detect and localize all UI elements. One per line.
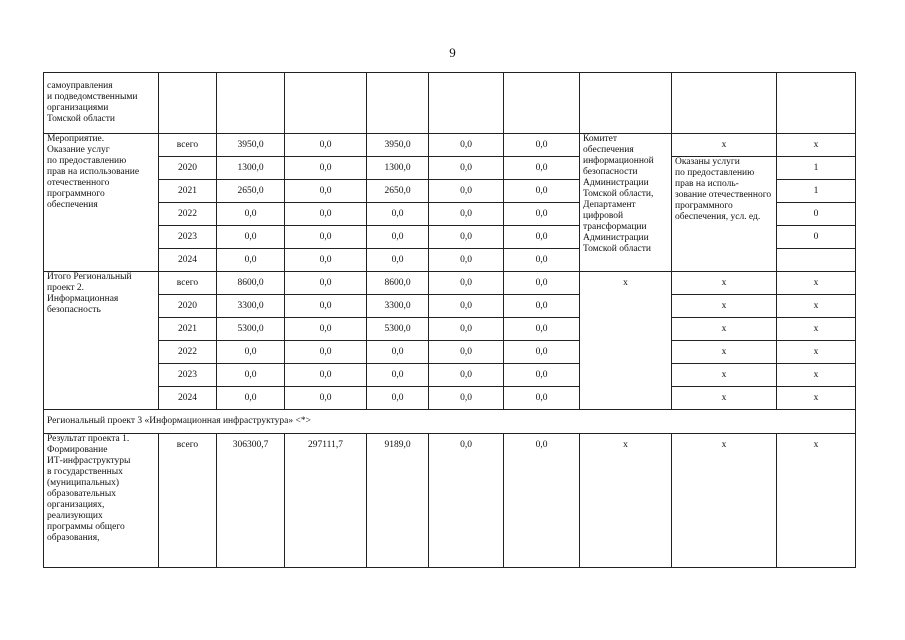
- other-cell: 0,0: [504, 387, 580, 410]
- regional-cell: 3300,0: [367, 295, 429, 318]
- other-cell: 0,0: [504, 272, 580, 295]
- total-cell: 8600,0: [217, 272, 285, 295]
- other-cell: 0,0: [504, 203, 580, 226]
- plan-cell: х: [777, 341, 856, 364]
- plan-cell: х: [777, 295, 856, 318]
- other-cell: 0,0: [504, 249, 580, 272]
- federal-cell: 0,0: [285, 272, 367, 295]
- federal-cell: 0,0: [285, 180, 367, 203]
- regional-cell: 0,0: [367, 341, 429, 364]
- municipal-cell: 0,0: [429, 318, 504, 341]
- regional-cell: 1300,0: [367, 157, 429, 180]
- section-title-row: [44, 410, 856, 434]
- municipal-cell: 0,0: [429, 364, 504, 387]
- indicator-cell: х: [672, 295, 777, 318]
- plan-cell: 1: [777, 157, 856, 180]
- total-cell: 5300,0: [217, 318, 285, 341]
- indicator-cell: х: [672, 341, 777, 364]
- indicator-cell: х: [672, 272, 777, 295]
- regional-cell: 0,0: [367, 387, 429, 410]
- year-cell: 2023: [159, 226, 217, 249]
- total-cell: 0,0: [217, 341, 285, 364]
- plan-cell: х: [777, 387, 856, 410]
- year-cell: 2020: [159, 157, 217, 180]
- activity-label: Мероприятие. Оказание услуг по предоставлению прав на использование отечественного программного обеспечения: [44, 134, 159, 272]
- municipal-cell: 0,0: [429, 157, 504, 180]
- regional-cell: 0,0: [367, 226, 429, 249]
- responsible-cell: х: [580, 272, 672, 410]
- responsible-cell: х: [580, 434, 672, 568]
- indicator-top-cell: х: [672, 134, 777, 157]
- regional-cell: 5300,0: [367, 318, 429, 341]
- municipal-cell: 0,0: [429, 387, 504, 410]
- total-cell: 0,0: [217, 249, 285, 272]
- municipal-cell: 0,0: [429, 295, 504, 318]
- municipal-cell: 0,0: [429, 434, 504, 568]
- budget-table: [43, 72, 856, 568]
- indicator-cell: Оказаны услуги по предоставлению прав на исполь- зование отечественного программного обеспечения, усл. ед.: [672, 157, 777, 272]
- federal-cell: 0,0: [285, 157, 367, 180]
- federal-cell: 0,0: [285, 364, 367, 387]
- table-row: [44, 318, 856, 341]
- other-cell: 0,0: [504, 295, 580, 318]
- year-cell: 2024: [159, 249, 217, 272]
- total-cell: 0,0: [217, 364, 285, 387]
- plan-cell: х: [777, 272, 856, 295]
- total-cell: 0,0: [217, 203, 285, 226]
- regional-cell: 0,0: [367, 249, 429, 272]
- municipal-cell: 0,0: [429, 203, 504, 226]
- total-cell: 3300,0: [217, 295, 285, 318]
- indicator-cell: х: [672, 387, 777, 410]
- year-cell: 2022: [159, 203, 217, 226]
- municipal-cell: 0,0: [429, 226, 504, 249]
- plan-cell: х: [777, 134, 856, 157]
- other-cell: 0,0: [504, 180, 580, 203]
- year-cell: 2022: [159, 341, 217, 364]
- table-row: [44, 295, 856, 318]
- indicator-cell: х: [672, 318, 777, 341]
- table-row: [44, 134, 856, 157]
- year-cell: 2024: [159, 387, 217, 410]
- year-cell: 2020: [159, 295, 217, 318]
- regional-cell: 2650,0: [367, 180, 429, 203]
- section-title: Региональный проект 3 «Информационная инфраструктура» <*>: [44, 410, 856, 434]
- plan-cell: 0: [777, 203, 856, 226]
- other-cell: 0,0: [504, 226, 580, 249]
- other-cell: 0,0: [504, 157, 580, 180]
- table-row: [44, 272, 856, 295]
- municipal-cell: 0,0: [429, 272, 504, 295]
- total-cell: 2650,0: [217, 180, 285, 203]
- year-cell: всего: [159, 272, 217, 295]
- municipal-cell: 0,0: [429, 249, 504, 272]
- plan-cell: х: [777, 364, 856, 387]
- total-cell: 0,0: [217, 226, 285, 249]
- regional-cell: 0,0: [367, 364, 429, 387]
- year-cell: 2021: [159, 180, 217, 203]
- continuation-row: [44, 73, 856, 134]
- responsible-cell: Комитет обеспечения информационной безопасности Администрации Томской области, Департамент цифровой трансформации Администрации Томской области: [580, 134, 672, 272]
- other-cell: 0,0: [504, 341, 580, 364]
- plan-cell: [777, 249, 856, 272]
- regional-cell: 8600,0: [367, 272, 429, 295]
- regional-cell: 9189,0: [367, 434, 429, 568]
- federal-cell: 0,0: [285, 134, 367, 157]
- total-cell: 1300,0: [217, 157, 285, 180]
- municipal-cell: 0,0: [429, 180, 504, 203]
- table-row: [44, 341, 856, 364]
- plan-cell: 1: [777, 180, 856, 203]
- federal-cell: 0,0: [285, 387, 367, 410]
- plan-cell: х: [777, 318, 856, 341]
- other-cell: 0,0: [504, 318, 580, 341]
- indicator-cell: х: [672, 364, 777, 387]
- federal-cell: 0,0: [285, 203, 367, 226]
- federal-cell: 0,0: [285, 226, 367, 249]
- regional-cell: 3950,0: [367, 134, 429, 157]
- other-cell: 0,0: [504, 434, 580, 568]
- year-cell: всего: [159, 134, 217, 157]
- federal-cell: 0,0: [285, 341, 367, 364]
- total-cell: 0,0: [217, 387, 285, 410]
- continuation-label: самоуправления и подведомственными организациями Томской области: [44, 73, 159, 134]
- indicator-cell: х: [672, 434, 777, 568]
- plan-cell: х: [777, 434, 856, 568]
- federal-cell: 0,0: [285, 318, 367, 341]
- municipal-cell: 0,0: [429, 341, 504, 364]
- total-cell: 306300,7: [217, 434, 285, 568]
- table-row: [44, 157, 856, 180]
- federal-cell: 0,0: [285, 249, 367, 272]
- year-cell: всего: [159, 434, 217, 568]
- plan-cell: 0: [777, 226, 856, 249]
- other-cell: 0,0: [504, 134, 580, 157]
- total-cell: 3950,0: [217, 134, 285, 157]
- year-cell: 2023: [159, 364, 217, 387]
- result-label: Результат проекта 1. Формирование ИТ-инфраструктуры в государственных (муниципальных) образовательных организациях, реализующих программы общего образования,: [44, 434, 159, 568]
- table-row: [44, 387, 856, 410]
- other-cell: 0,0: [504, 364, 580, 387]
- table-row: [44, 364, 856, 387]
- year-cell: 2021: [159, 318, 217, 341]
- federal-cell: 297111,7: [285, 434, 367, 568]
- total-label: Итого Региональный проект 2. Информационная безопасность: [44, 272, 159, 410]
- municipal-cell: 0,0: [429, 134, 504, 157]
- federal-cell: 0,0: [285, 295, 367, 318]
- regional-cell: 0,0: [367, 203, 429, 226]
- page-number: 9: [449, 45, 456, 60]
- table-row: [44, 434, 856, 568]
